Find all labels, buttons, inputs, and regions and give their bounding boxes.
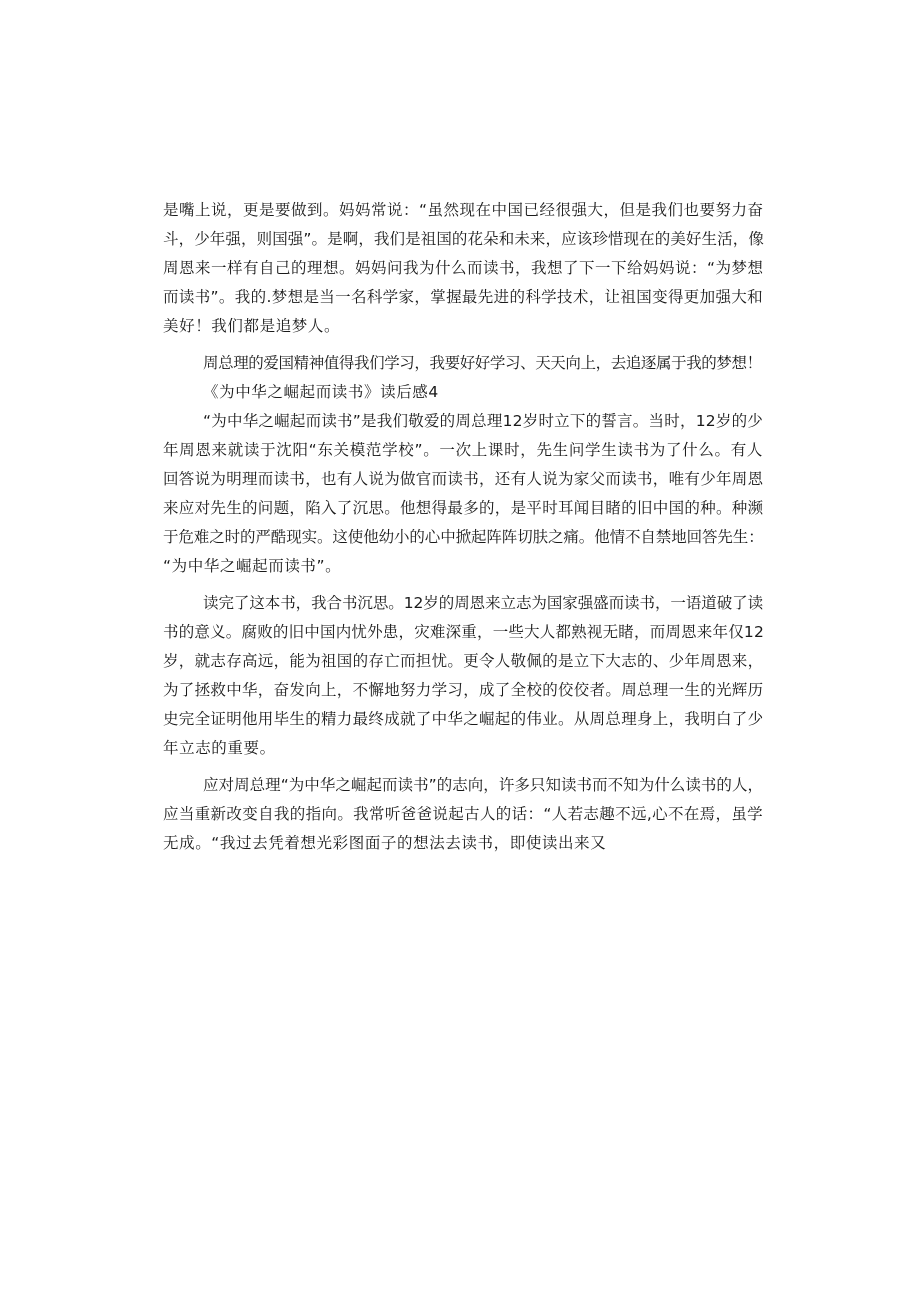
section-heading: 《为中华之崛起而读书》读后感4 (203, 383, 439, 401)
document-body (163, 196, 763, 858)
text-line: 年立志的重要。 (163, 739, 276, 757)
text-line: “为中华之崛起而读书”。 (163, 557, 342, 575)
text-line: 美好！我们都是追梦人。 (163, 317, 341, 335)
text-line: 年周恩来就读于沈阳“东关模范学校”。一次上课时，先生问学生读书为了什么。有人 (163, 441, 763, 459)
text-line: 史完全证明他用毕生的精力最终成就了中华之崛起的伟业。从周总理身上，我明白了少 (163, 710, 764, 728)
text-line: 来应对先生的问题，陷入了沉思。他想得最多的，是平时耳闻目睹的旧中国的种。种濒 (163, 499, 764, 517)
text-line: 应当重新改变自我的指向。我常听爸爸说起古人的话：“人若志趣不远,心不在焉，虽学 (163, 805, 763, 823)
text-line: 岁，就志存高远，能为祖国的存亡而担忧。更令人敬佩的是立下大志的、少年周恩来， (163, 652, 764, 670)
text-line: 无成。“我过去凭着想光彩图面子的想法去读书，即使读出来又 (163, 834, 607, 852)
text-line: 而读书”。我的.梦想是当一名科学家，掌握最先进的科学技术，让祖国变得更加强大和 (163, 288, 763, 306)
text-line: 书的意义。腐败的旧中国内忧外患，灾难深重，一些大人都熟视无睹，而周恩来年仅12 (163, 623, 765, 641)
text-line: “为中华之崛起而读书”是我们敬爱的周总理12岁时立下的誓言。当时，12岁的少 (203, 412, 763, 430)
text-line: 回答说为明理而读书，也有人说为做官而读书，还有人说为家父而读书，唯有少年周恩 (163, 470, 764, 488)
text-line: 于危难之时的严酷现实。这使他幼小的心中掀起阵阵切肤之痛。他情不自禁地回答先生： (163, 528, 764, 546)
text-line: 斗，少年强，则国强”。是啊，我们是祖国的花朵和未来，应该珍惜现在的美好生活，像 (163, 230, 764, 248)
text-line: 应对周总理“为中华之崛起而读书”的志向，许多只知读书而不知为什么读书的人， (203, 776, 763, 794)
text-line: 周恩来一样有自己的理想。妈妈问我为什么而读书，我想了下一下给妈妈说：“为梦想 (163, 259, 764, 277)
text-line: 读完了这本书，我合书沉思。12岁的周恩来立志为国家强盛而读书，一语道破了读 (203, 594, 763, 612)
text-line: 周总理的爱国精神值得我们学习，我要好好学习、天天向上，去追逐属于我的梦想！ (203, 354, 762, 372)
text-line: 为了拯救中华，奋发向上，不懈地努力学习，成了全校的佼佼者。周总理一生的光辉历 (163, 681, 764, 699)
text-line: 是嘴上说，更是要做到。妈妈常说：“虽然现在中国已经很强大，但是我们也要努力奋 (163, 201, 764, 219)
